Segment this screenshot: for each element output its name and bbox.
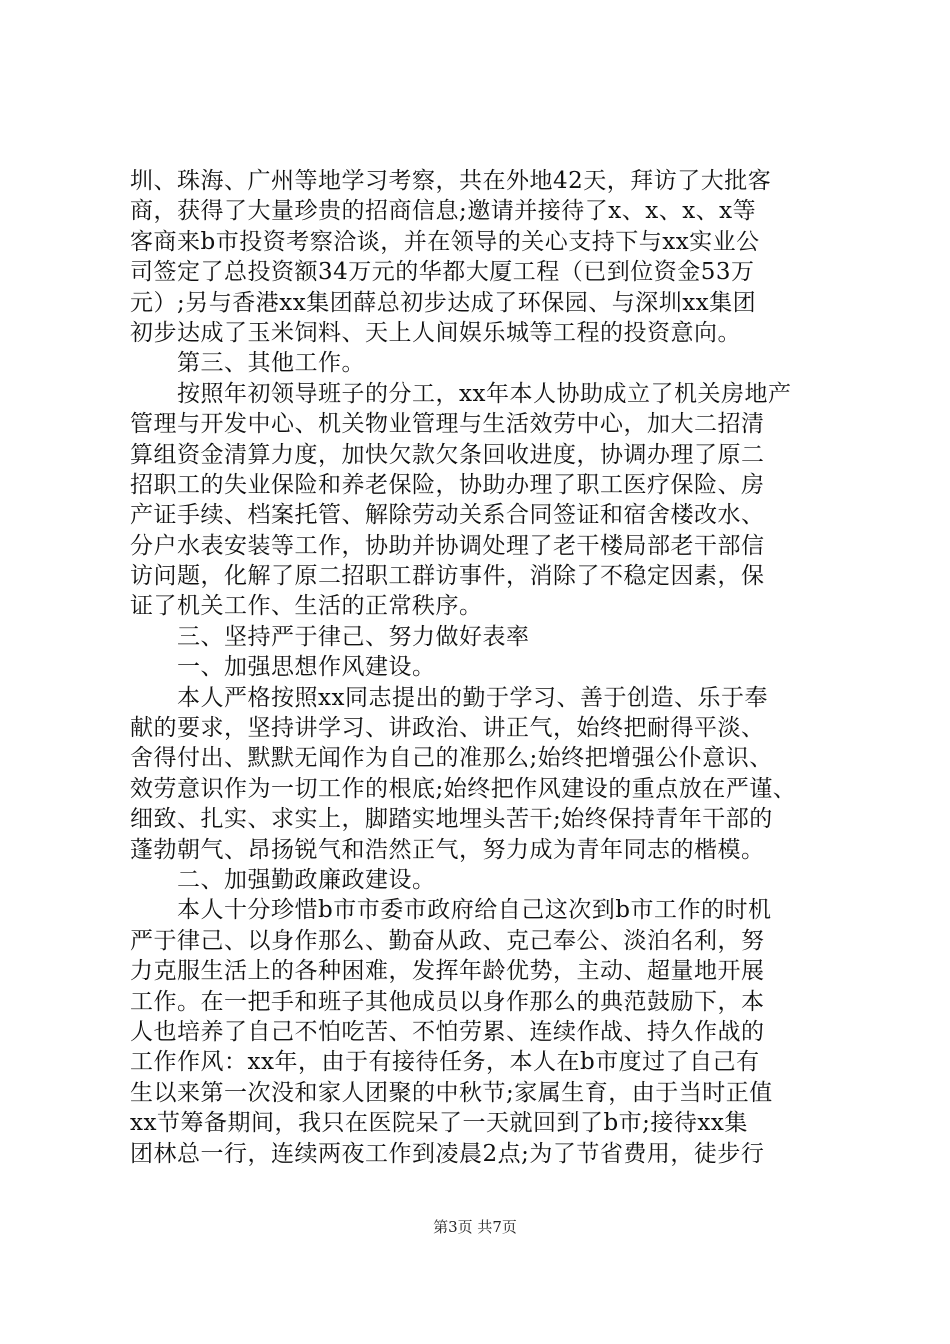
- text-line: 工作作风：xx年，由于有接待任务，本人在b市度过了自己有: [130, 1049, 760, 1076]
- document-body: [130, 166, 830, 1169]
- text-line: 献的要求，坚持讲学习、讲政治、讲正气，始终把耐得平淡、: [130, 715, 765, 742]
- text-line: 本人严格按照xx同志提出的勤于学习、善于创造、乐于奉: [130, 684, 768, 711]
- text-line: 一、加强思想作风建设。: [130, 654, 436, 681]
- text-line: 司签定了总投资额34万元的华都大厦工程（已到位资金53万: [130, 259, 755, 286]
- text-line: 舍得付出、默默无闻作为自己的准那么;始终把增强公仆意识、: [130, 745, 773, 772]
- page-footer: 第3页 共7页: [433, 1218, 517, 1236]
- text-line: 工作。在一把手和班子其他成员以身作那么的典范鼓励下，本: [130, 988, 765, 1015]
- text-line: xx节筹备期间，我只在医院呆了一天就回到了b市;接待xx集: [130, 1110, 748, 1137]
- text-line: 圳、珠海、广州等地学习考察，共在外地42天，拜访了大批客: [130, 168, 772, 194]
- text-line: 本人十分珍惜b市市委市政府给自己这次到b市工作的时机: [130, 897, 772, 924]
- text-line: 分户水表安装等工作，协助并协调处理了老干楼局部老干部信: [130, 532, 765, 559]
- text-line: 招职工的失业保险和养老保险，协助办理了职工医疗保险、房: [130, 471, 765, 498]
- text-line: 第三、其他工作。: [130, 350, 365, 377]
- text-line: 生以来第一次没和家人团聚的中秋节;家属生育，由于当时正值: [130, 1079, 773, 1106]
- text-line: 访问题，化解了原二招职工群访事件，消除了不稳定因素，保: [130, 563, 765, 590]
- text-line: 产证手续、档案托管、解除劳动关系合同签证和宿舍楼改水、: [130, 502, 765, 529]
- text-line: 客商来b市投资考察洽谈，并在领导的关心支持下与xx实业公: [130, 228, 760, 255]
- text-line: 二、加强勤政廉政建设。: [130, 866, 436, 893]
- text-line: 三、坚持严于律己、努力做好表率: [130, 623, 530, 650]
- text-line: 元）;另与香港xx集团薛总初步达成了环保园、与深圳xx集团: [130, 289, 757, 316]
- text-line: 算组资金清算力度，加快欠款欠条回收进度，协调办理了原二: [130, 441, 765, 468]
- text-line: 团林总一行，连续两夜工作到凌晨2点;为了节省费用，徒步行: [130, 1140, 765, 1167]
- text-line: 力克服生活上的各种困难，发挥年龄优势，主动、超量地开展: [130, 958, 765, 985]
- text-line: 按照年初领导班子的分工，xx年本人协助成立了机关房地产: [130, 380, 792, 407]
- text-line: 商，获得了大量珍贵的招商信息;邀请并接待了x、x、x、x等: [130, 198, 757, 225]
- text-line: 效劳意识作为一切工作的根底;始终把作风建设的重点放在严谨、: [130, 775, 797, 802]
- text-line: 证了机关工作、生活的正常秩序。: [130, 593, 483, 620]
- text-line: 管理与开发中心、机关物业管理与生活效劳中心，加大二招清: [130, 411, 765, 438]
- text-line: 人也培养了自己不怕吃苦、不怕劳累、连续作战、持久作战的: [130, 1018, 765, 1045]
- text-line: 蓬勃朝气、昂扬锐气和浩然正气，努力成为青年同志的楷模。: [130, 836, 765, 863]
- text-line: 严于律己、以身作那么、勤奋从政、克己奉公、淡泊名利，努: [130, 927, 765, 954]
- text-line: 细致、扎实、求实上，脚踏实地埋头苦干;始终保持青年干部的: [130, 806, 773, 833]
- text-line: 初步达成了玉米饲料、天上人间娱乐城等工程的投资意向。: [130, 319, 741, 346]
